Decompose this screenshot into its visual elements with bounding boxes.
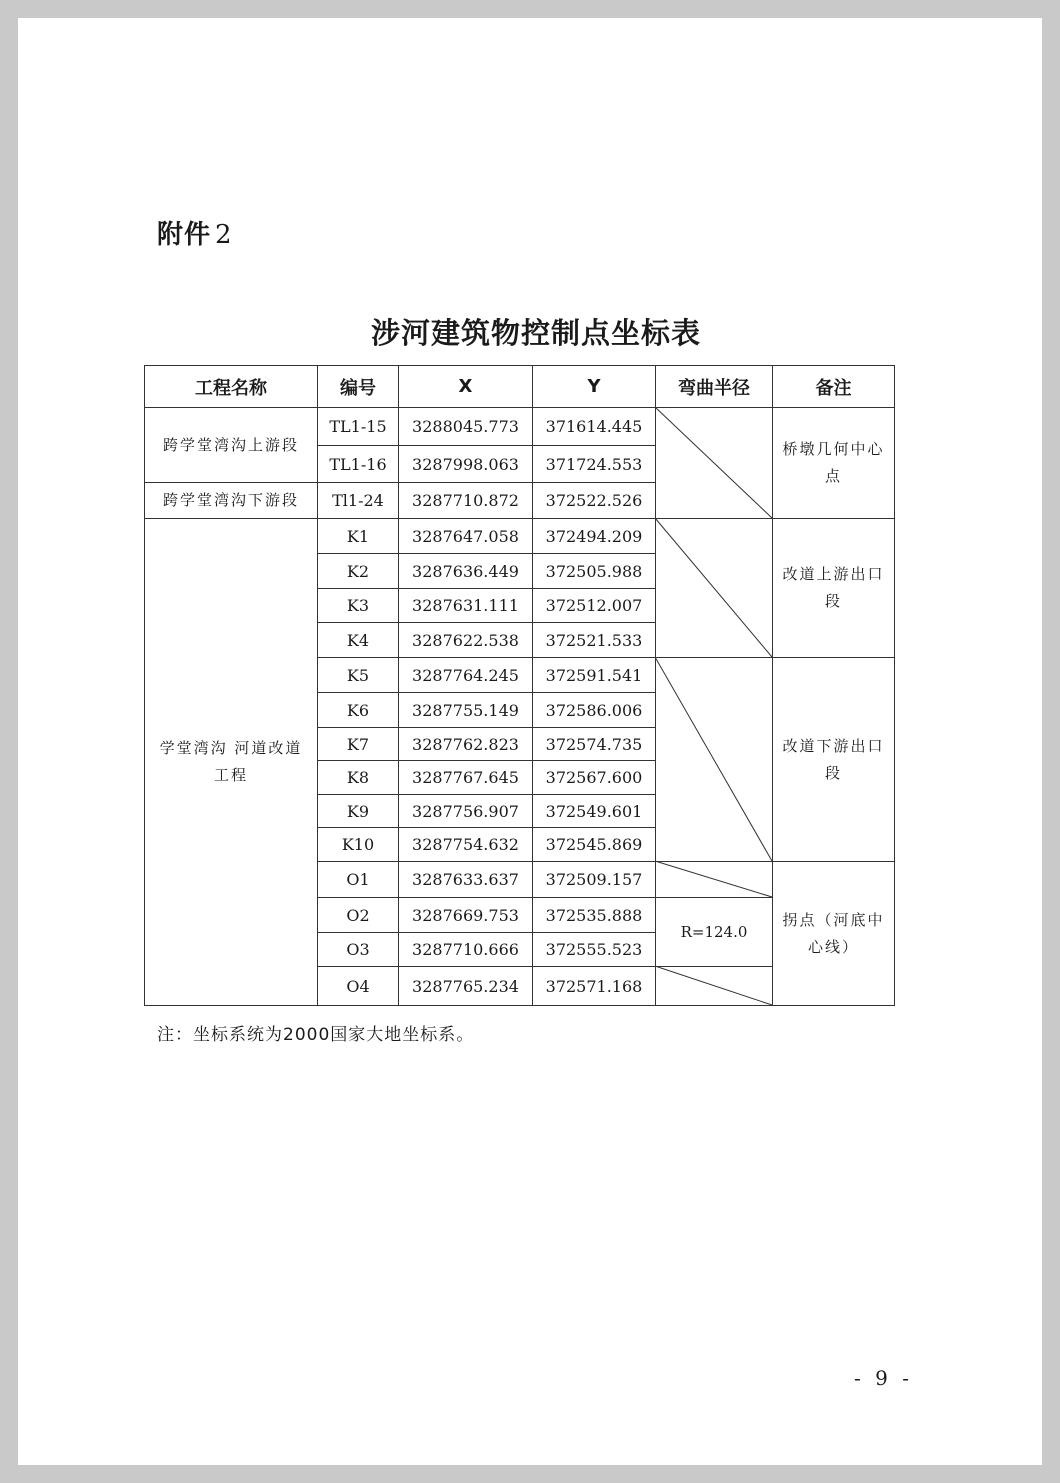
point-id: K4 bbox=[318, 623, 399, 658]
coordinate-table-wrapper bbox=[144, 365, 894, 1005]
x-value: 3287762.823 bbox=[399, 728, 533, 761]
header-id: 编号 bbox=[318, 366, 399, 408]
y-value: 371614.445 bbox=[533, 408, 656, 446]
radius-empty-cell bbox=[656, 967, 773, 1006]
page-number: - 9 - bbox=[854, 1366, 913, 1390]
x-value: 3287631.111 bbox=[399, 589, 533, 623]
x-value: 3287756.907 bbox=[399, 795, 533, 828]
y-value: 371724.553 bbox=[533, 446, 656, 483]
x-value: 3287754.632 bbox=[399, 828, 533, 862]
y-value: 372522.526 bbox=[533, 483, 656, 519]
x-value: 3287622.538 bbox=[399, 623, 533, 658]
point-id: K10 bbox=[318, 828, 399, 862]
note-outlet-up: 改道上游出口段 bbox=[773, 519, 895, 658]
point-id: Tl1-24 bbox=[318, 483, 399, 519]
y-value: 372535.888 bbox=[533, 898, 656, 933]
x-value: 3287647.058 bbox=[399, 519, 533, 554]
header-project-name: 工程名称 bbox=[145, 366, 318, 408]
note-turning-point: 拐点（河底中心线） bbox=[773, 862, 895, 1006]
x-value: 3287710.872 bbox=[399, 483, 533, 519]
y-value: 372494.209 bbox=[533, 519, 656, 554]
x-value: 3287755.149 bbox=[399, 693, 533, 728]
table-header-row bbox=[145, 366, 895, 408]
y-value: 372509.157 bbox=[533, 862, 656, 898]
x-value: 3287765.234 bbox=[399, 967, 533, 1006]
project-name-river: 学堂湾沟 河道改道工程 bbox=[145, 519, 318, 1006]
y-value: 372574.735 bbox=[533, 728, 656, 761]
note-pier: 桥墩几何中心点 bbox=[773, 408, 895, 519]
header-notes: 备注 bbox=[773, 366, 895, 408]
point-id: K5 bbox=[318, 658, 399, 693]
point-id: K3 bbox=[318, 589, 399, 623]
radius-empty-cell bbox=[656, 408, 773, 519]
y-value: 372586.006 bbox=[533, 693, 656, 728]
y-value: 372567.600 bbox=[533, 761, 656, 795]
point-id: K9 bbox=[318, 795, 399, 828]
x-value: 3287669.753 bbox=[399, 898, 533, 933]
page-title: 涉河建筑物控制点坐标表 bbox=[370, 316, 701, 350]
point-id: O1 bbox=[318, 862, 399, 898]
header-x: X bbox=[399, 366, 533, 408]
x-value: 3287998.063 bbox=[399, 446, 533, 483]
table-row bbox=[145, 519, 895, 554]
project-name-downstream: 跨学堂湾沟下游段 bbox=[145, 483, 318, 519]
y-value: 372591.541 bbox=[533, 658, 656, 693]
note-outlet-down: 改道下游出口段 bbox=[773, 658, 895, 862]
point-id: O2 bbox=[318, 898, 399, 933]
radius-empty-cell bbox=[656, 519, 773, 658]
y-value: 372505.988 bbox=[533, 554, 656, 589]
x-value: 3288045.773 bbox=[399, 408, 533, 446]
coordinate-table bbox=[144, 365, 895, 1006]
radius-empty-cell bbox=[656, 862, 773, 898]
point-id: TL1-15 bbox=[318, 408, 399, 446]
point-id: K8 bbox=[318, 761, 399, 795]
radius-empty-cell bbox=[656, 658, 773, 862]
y-value: 372521.533 bbox=[533, 623, 656, 658]
x-value: 3287710.666 bbox=[399, 933, 533, 967]
point-id: K2 bbox=[318, 554, 399, 589]
x-value: 3287636.449 bbox=[399, 554, 533, 589]
y-value: 372545.869 bbox=[533, 828, 656, 862]
document-page bbox=[18, 18, 1042, 1465]
point-id: O4 bbox=[318, 967, 399, 1006]
point-id: K6 bbox=[318, 693, 399, 728]
header-y: Y bbox=[533, 366, 656, 408]
y-value: 372549.601 bbox=[533, 795, 656, 828]
point-id: K7 bbox=[318, 728, 399, 761]
y-value: 372571.168 bbox=[533, 967, 656, 1006]
project-name-upstream: 跨学堂湾沟上游段 bbox=[145, 408, 318, 483]
point-id: K1 bbox=[318, 519, 399, 554]
header-radius: 弯曲半径 bbox=[656, 366, 773, 408]
x-value: 3287767.645 bbox=[399, 761, 533, 795]
y-value: 372512.007 bbox=[533, 589, 656, 623]
point-id: O3 bbox=[318, 933, 399, 967]
attachment-label: 附件 2 bbox=[157, 220, 233, 250]
x-value: 3287764.245 bbox=[399, 658, 533, 693]
y-value: 372555.523 bbox=[533, 933, 656, 967]
table-row bbox=[145, 408, 895, 446]
x-value: 3287633.637 bbox=[399, 862, 533, 898]
point-id: TL1-16 bbox=[318, 446, 399, 483]
footnote: 注：坐标系统为2000国家大地坐标系。 bbox=[157, 1025, 475, 1045]
radius-value: R=124.0 bbox=[656, 898, 773, 967]
